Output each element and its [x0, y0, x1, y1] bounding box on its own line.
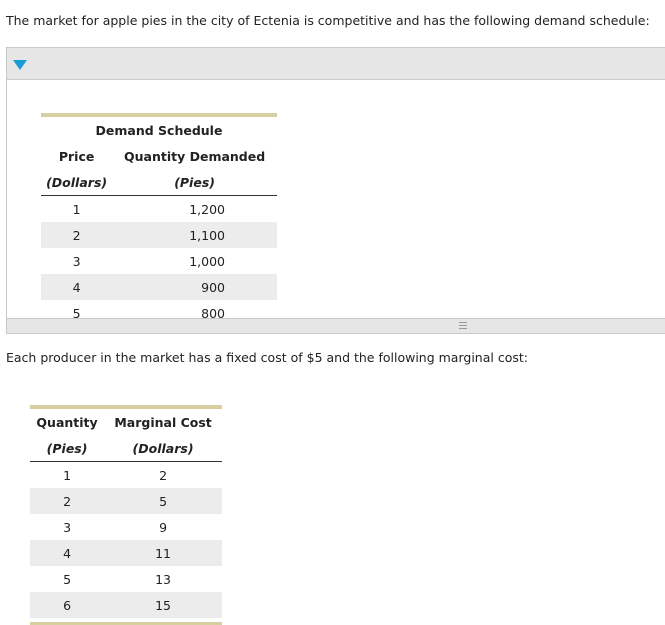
quantity-cell: 5	[63, 571, 72, 587]
triangle-down-icon[interactable]	[13, 60, 27, 70]
cost-cell: 13	[155, 571, 171, 587]
intro-text: The market for apple pies in the city of Ectenia is competitive and has the following demand schedule:	[6, 13, 650, 28]
quantity-cell: 2	[30, 488, 104, 514]
cost-cell: 5	[104, 488, 222, 514]
cost-cell: 2	[159, 467, 168, 483]
quantity-cell: 6	[30, 592, 104, 618]
table-row	[30, 592, 222, 618]
column-unit: (Dollars)	[104, 435, 222, 462]
quantity-cell: 900	[112, 274, 277, 300]
table-row	[41, 274, 277, 300]
table-row	[30, 566, 222, 592]
table-title: Demand Schedule	[95, 122, 223, 138]
column-header: Price	[58, 148, 95, 164]
price-cell: 2	[41, 222, 112, 248]
marginal-cost-table	[30, 405, 222, 618]
table-row	[41, 248, 277, 274]
column-unit: (Pies)	[30, 435, 104, 462]
quantity-cell: 1,200	[189, 201, 225, 217]
column-header: Quantity Demanded	[124, 148, 266, 164]
cost-cell: 9	[159, 519, 168, 535]
column-unit: (Dollars)	[41, 169, 112, 196]
table-row	[41, 196, 277, 223]
quantity-cell: 3	[63, 519, 72, 535]
column-header: Quantity	[36, 414, 98, 430]
table-row	[30, 540, 222, 566]
price-cell: 4	[41, 274, 112, 300]
quantity-cell: 1,100	[112, 222, 277, 248]
panel-header[interactable]	[7, 48, 665, 80]
demand-schedule-table	[41, 113, 277, 326]
grip-icon[interactable]	[459, 322, 467, 329]
cost-cell: 11	[104, 540, 222, 566]
fixed-cost-text: Each producer in the market has a fixed cost of $5 and the following marginal cost:	[6, 350, 528, 365]
price-cell: 3	[72, 253, 81, 269]
quantity-cell: 4	[30, 540, 104, 566]
table-row	[30, 488, 222, 514]
table-row	[30, 462, 222, 489]
price-cell: 1	[72, 201, 81, 217]
price-cell: 5	[72, 305, 81, 321]
table-row	[30, 514, 222, 540]
column-header: Marginal Cost	[114, 414, 212, 430]
column-unit: (Pies)	[112, 169, 277, 196]
quantity-cell: 1,000	[189, 253, 225, 269]
table-row	[41, 300, 277, 326]
table-row	[41, 222, 277, 248]
quantity-cell: 1	[63, 467, 72, 483]
cost-cell: 15	[104, 592, 222, 618]
quantity-cell: 800	[201, 305, 225, 321]
